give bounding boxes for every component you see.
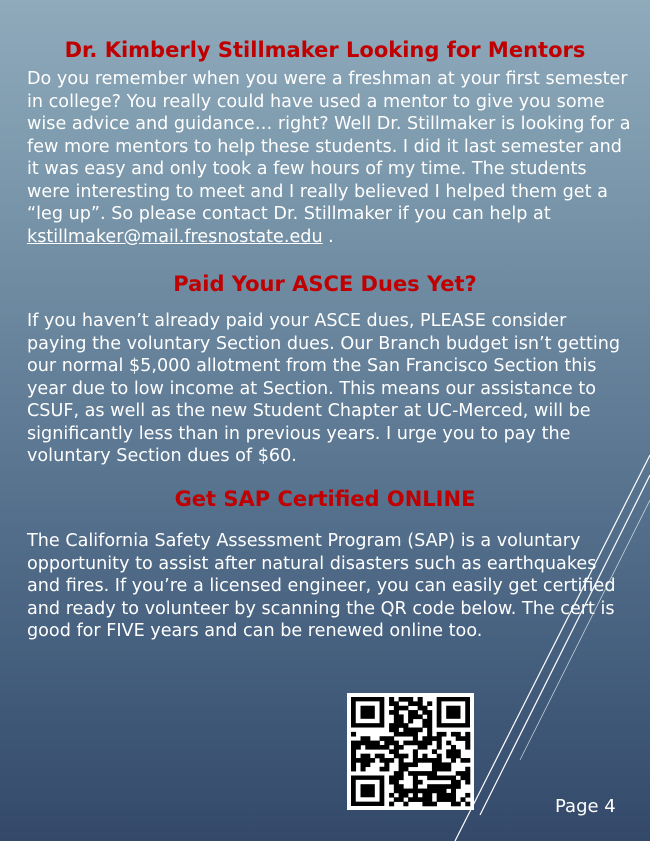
qr-module bbox=[413, 762, 418, 767]
qr-module bbox=[356, 745, 361, 750]
qr-module bbox=[460, 775, 465, 780]
qr-module bbox=[394, 745, 399, 750]
qr-module bbox=[422, 754, 427, 759]
qr-module bbox=[361, 767, 366, 772]
qr-module bbox=[427, 728, 432, 733]
qr-module bbox=[403, 767, 408, 772]
qr-module bbox=[451, 780, 456, 785]
qr-module bbox=[413, 754, 418, 759]
qr-module bbox=[413, 736, 418, 741]
qr-module bbox=[465, 736, 470, 741]
qr-module bbox=[394, 741, 399, 746]
qr-module bbox=[394, 719, 399, 724]
qr-module bbox=[422, 736, 427, 741]
qr-module bbox=[422, 802, 427, 807]
qr-module bbox=[389, 736, 394, 741]
qr-module bbox=[441, 767, 446, 772]
qr-module bbox=[380, 767, 385, 772]
sap-paragraph: The California Safety Assessment Program (SAP) is a voluntary opportunity to assist after natural disasters such as earthquakes and fires. If you’re a licensed engineer, you can easily get certified and ready to volunteer by scanning the QR code below. The cert is good for FIVE years and can be renewed online too. bbox=[27, 531, 616, 641]
qr-module bbox=[394, 789, 399, 794]
qr-module bbox=[465, 745, 470, 750]
qr-module bbox=[418, 758, 423, 763]
qr-module bbox=[432, 749, 437, 754]
qr-module bbox=[418, 745, 423, 750]
qr-module bbox=[375, 745, 380, 750]
page-number: Page 4 bbox=[555, 796, 616, 817]
qr-module bbox=[394, 723, 399, 728]
decorative-line-2 bbox=[480, 475, 650, 815]
qr-module bbox=[361, 754, 366, 759]
qr-module bbox=[370, 745, 375, 750]
qr-module bbox=[389, 793, 394, 798]
qr-module bbox=[380, 745, 385, 750]
qr-module bbox=[427, 719, 432, 724]
qr-module bbox=[403, 789, 408, 794]
qr-module bbox=[427, 732, 432, 737]
qr-module bbox=[389, 749, 394, 754]
qr-module bbox=[384, 767, 389, 772]
qr-module bbox=[399, 758, 404, 763]
qr-module bbox=[394, 775, 399, 780]
qr-module bbox=[437, 758, 442, 763]
qr-module bbox=[413, 714, 418, 719]
qr-module bbox=[422, 771, 427, 776]
qr-module bbox=[351, 732, 356, 737]
qr-module bbox=[375, 754, 380, 759]
qr-module bbox=[427, 793, 432, 798]
qr-module bbox=[394, 780, 399, 785]
qr-module bbox=[384, 762, 389, 767]
qr-module bbox=[451, 793, 456, 798]
qr-module bbox=[460, 797, 465, 802]
qr-module bbox=[422, 710, 427, 715]
qr-module bbox=[394, 732, 399, 737]
qr-module bbox=[365, 758, 370, 763]
qr-module bbox=[389, 758, 394, 763]
qr-module bbox=[432, 775, 437, 780]
qr-module bbox=[413, 710, 418, 715]
qr-module bbox=[356, 741, 361, 746]
qr-module bbox=[418, 714, 423, 719]
mentors-trailing: . bbox=[322, 226, 334, 247]
qr-module bbox=[413, 771, 418, 776]
qr-module bbox=[351, 762, 356, 767]
qr-module bbox=[389, 723, 394, 728]
qr-module bbox=[437, 767, 442, 772]
qr-module bbox=[465, 758, 470, 763]
qr-module bbox=[427, 741, 432, 746]
qr-module bbox=[422, 741, 427, 746]
qr-module bbox=[408, 762, 413, 767]
qr-module bbox=[446, 775, 451, 780]
qr-module bbox=[427, 714, 432, 719]
qr-module bbox=[441, 797, 446, 802]
qr-module bbox=[356, 758, 361, 763]
qr-module bbox=[403, 802, 408, 807]
qr-module bbox=[422, 789, 427, 794]
qr-module bbox=[460, 771, 465, 776]
qr-module bbox=[446, 797, 451, 802]
qr-module bbox=[437, 793, 442, 798]
qr-module bbox=[361, 736, 366, 741]
qr-module bbox=[432, 767, 437, 772]
qr-module bbox=[370, 741, 375, 746]
qr-module bbox=[403, 728, 408, 733]
qr-module bbox=[389, 710, 394, 715]
qr-module bbox=[399, 714, 404, 719]
qr-module bbox=[375, 741, 380, 746]
qr-module bbox=[365, 745, 370, 750]
qr-module bbox=[413, 784, 418, 789]
qr-module bbox=[432, 771, 437, 776]
qr-module bbox=[403, 793, 408, 798]
qr-module bbox=[451, 754, 456, 759]
qr-module bbox=[437, 789, 442, 794]
qr-module bbox=[399, 789, 404, 794]
qr-module bbox=[394, 754, 399, 759]
qr-module bbox=[408, 697, 413, 702]
qr-module bbox=[394, 749, 399, 754]
qr-module bbox=[389, 802, 394, 807]
qr-module bbox=[422, 793, 427, 798]
qr-module bbox=[399, 719, 404, 724]
qr-module bbox=[399, 784, 404, 789]
qr-module bbox=[389, 728, 394, 733]
qr-module bbox=[399, 706, 404, 711]
qr-module bbox=[418, 797, 423, 802]
qr-module bbox=[351, 754, 356, 759]
mentors-body: Do you remember when you were a freshman at your first semester in college? You really could have used a mentor to give you some wise advice and guidance… right? Well Dr. Stillmaker is looking for a few more mentors to help these students. I did it last semester and it was easy and only took a few hours of my time. The students were interesting to meet and I really believed I helped them get a “leg up”. So please contact Dr. Stillmaker if you can help at bbox=[27, 69, 631, 224]
qr-module bbox=[437, 784, 442, 789]
qr-module bbox=[389, 701, 394, 706]
qr-finder-core bbox=[361, 784, 375, 797]
qr-module bbox=[437, 732, 442, 737]
qr-module bbox=[437, 741, 442, 746]
qr-module bbox=[408, 701, 413, 706]
qr-module bbox=[384, 745, 389, 750]
qr-module bbox=[399, 771, 404, 776]
qr-module bbox=[389, 780, 394, 785]
qr-module bbox=[399, 754, 404, 759]
qr-module bbox=[413, 775, 418, 780]
qr-module bbox=[437, 775, 442, 780]
mentors-heading: Dr. Kimberly Stillmaker Looking for Mentors bbox=[64, 38, 586, 62]
qr-finder-core bbox=[446, 706, 460, 719]
qr-module bbox=[427, 758, 432, 763]
qr-module bbox=[446, 767, 451, 772]
qr-module bbox=[399, 745, 404, 750]
qr-module bbox=[422, 719, 427, 724]
qr-module bbox=[418, 741, 423, 746]
qr-module bbox=[413, 749, 418, 754]
qr-module bbox=[384, 736, 389, 741]
qr-module bbox=[418, 780, 423, 785]
qr-module bbox=[427, 797, 432, 802]
qr-module bbox=[403, 723, 408, 728]
qr-module bbox=[456, 802, 461, 807]
qr-module bbox=[460, 758, 465, 763]
qr-module bbox=[446, 749, 451, 754]
qr-module bbox=[432, 762, 437, 767]
qr-module bbox=[413, 732, 418, 737]
qr-module bbox=[399, 762, 404, 767]
qr-module bbox=[451, 775, 456, 780]
qr-module bbox=[451, 797, 456, 802]
qr-module bbox=[465, 775, 470, 780]
qr-module bbox=[389, 697, 394, 702]
qr-module bbox=[394, 706, 399, 711]
qr-module bbox=[446, 754, 451, 759]
qr-module bbox=[446, 762, 451, 767]
qr-module bbox=[451, 802, 456, 807]
qr-module bbox=[403, 741, 408, 746]
qr-module bbox=[413, 741, 418, 746]
qr-module bbox=[394, 771, 399, 776]
qr-module bbox=[427, 802, 432, 807]
qr-module bbox=[365, 736, 370, 741]
qr-finder-core bbox=[361, 706, 375, 719]
qr-module bbox=[351, 758, 356, 763]
qr-module bbox=[451, 758, 456, 763]
qr-module bbox=[437, 762, 442, 767]
qr-module bbox=[418, 771, 423, 776]
qr-module bbox=[465, 767, 470, 772]
qr-module bbox=[408, 728, 413, 733]
qr-module bbox=[451, 745, 456, 750]
qr-module bbox=[460, 736, 465, 741]
qr-module bbox=[408, 719, 413, 724]
qr-module bbox=[441, 775, 446, 780]
qr-module bbox=[370, 758, 375, 763]
qr-module bbox=[394, 714, 399, 719]
qr-module bbox=[418, 701, 423, 706]
qr-module bbox=[351, 745, 356, 750]
qr-module bbox=[413, 797, 418, 802]
qr-module bbox=[399, 767, 404, 772]
sap-heading: Get SAP Certified ONLINE bbox=[174, 487, 476, 511]
qr-module bbox=[361, 758, 366, 763]
qr-module bbox=[403, 697, 408, 702]
qr-module bbox=[432, 736, 437, 741]
qr-module bbox=[432, 802, 437, 807]
qr-module bbox=[446, 784, 451, 789]
qr-module bbox=[399, 697, 404, 702]
qr-module bbox=[441, 784, 446, 789]
qr-module bbox=[351, 741, 356, 746]
qr-module bbox=[432, 789, 437, 794]
qr-module bbox=[399, 793, 404, 798]
qr-module bbox=[365, 762, 370, 767]
qr-module bbox=[456, 736, 461, 741]
qr-module bbox=[361, 762, 366, 767]
qr-module bbox=[380, 736, 385, 741]
qr-module bbox=[422, 706, 427, 711]
qr-module bbox=[408, 714, 413, 719]
qr-module bbox=[456, 784, 461, 789]
qr-code-icon[interactable] bbox=[347, 693, 474, 810]
qr-module bbox=[418, 706, 423, 711]
qr-module bbox=[394, 701, 399, 706]
qr-module bbox=[380, 754, 385, 759]
qr-module bbox=[422, 758, 427, 763]
qr-module bbox=[413, 728, 418, 733]
qr-module bbox=[403, 754, 408, 759]
qr-module bbox=[427, 784, 432, 789]
qr-module bbox=[465, 793, 470, 798]
qr-module bbox=[437, 745, 442, 750]
qr-module bbox=[399, 723, 404, 728]
qr-module bbox=[422, 745, 427, 750]
qr-module bbox=[418, 728, 423, 733]
qr-module bbox=[441, 789, 446, 794]
qr-module bbox=[408, 732, 413, 737]
qr-code-graphic bbox=[347, 693, 474, 810]
qr-module bbox=[399, 732, 404, 737]
qr-module bbox=[465, 802, 470, 807]
email-link[interactable]: kstillmaker@mail.fresnostate.edu bbox=[27, 226, 323, 247]
qr-module bbox=[422, 723, 427, 728]
qr-module bbox=[394, 797, 399, 802]
qr-module bbox=[432, 758, 437, 763]
qr-module bbox=[413, 701, 418, 706]
asce-dues-paragraph: If you haven’t already paid your ASCE dues, PLEASE consider paying the voluntary Section dues. Our Branch budget isn’t getting our normal $5,000 allotment from the San Francisco Section this year due to low income at Section. This means our assistance to CSUF, as well as the new Student Chapter at UC-Merced, will be significantly less than in previous years. I urge you to pay the voluntary Section dues of $60. bbox=[27, 311, 621, 466]
qr-module bbox=[413, 780, 418, 785]
qr-module bbox=[389, 775, 394, 780]
qr-module bbox=[465, 741, 470, 746]
qr-module bbox=[389, 741, 394, 746]
qr-module bbox=[427, 723, 432, 728]
qr-module bbox=[413, 758, 418, 763]
qr-module bbox=[413, 793, 418, 798]
qr-module bbox=[408, 741, 413, 746]
qr-module bbox=[465, 732, 470, 737]
qr-module bbox=[451, 784, 456, 789]
qr-module bbox=[465, 780, 470, 785]
qr-module bbox=[465, 771, 470, 776]
qr-module bbox=[427, 710, 432, 715]
qr-module bbox=[418, 789, 423, 794]
qr-module bbox=[408, 710, 413, 715]
qr-module bbox=[399, 797, 404, 802]
qr-module bbox=[437, 754, 442, 759]
qr-module bbox=[427, 789, 432, 794]
qr-module bbox=[394, 728, 399, 733]
qr-module bbox=[456, 749, 461, 754]
qr-module bbox=[441, 793, 446, 798]
qr-module bbox=[451, 749, 456, 754]
qr-module bbox=[365, 741, 370, 746]
qr-module bbox=[403, 732, 408, 737]
qr-module bbox=[437, 736, 442, 741]
qr-module bbox=[365, 754, 370, 759]
qr-module bbox=[418, 697, 423, 702]
qr-module bbox=[384, 758, 389, 763]
qr-module bbox=[422, 797, 427, 802]
qr-module bbox=[403, 762, 408, 767]
qr-module bbox=[432, 784, 437, 789]
qr-module bbox=[446, 741, 451, 746]
qr-module bbox=[408, 771, 413, 776]
qr-module bbox=[427, 701, 432, 706]
qr-module bbox=[408, 797, 413, 802]
qr-module bbox=[403, 706, 408, 711]
qr-module bbox=[451, 789, 456, 794]
qr-module bbox=[399, 775, 404, 780]
qr-module bbox=[351, 749, 356, 754]
qr-module bbox=[351, 767, 356, 772]
qr-module bbox=[361, 741, 366, 746]
qr-module bbox=[427, 736, 432, 741]
qr-module bbox=[427, 775, 432, 780]
qr-module bbox=[456, 780, 461, 785]
qr-module bbox=[441, 732, 446, 737]
qr-module bbox=[394, 710, 399, 715]
qr-module bbox=[394, 784, 399, 789]
mentors-paragraph bbox=[27, 68, 631, 248]
qr-module bbox=[456, 771, 461, 776]
qr-module bbox=[446, 793, 451, 798]
qr-module bbox=[380, 758, 385, 763]
qr-module bbox=[427, 771, 432, 776]
qr-module bbox=[441, 762, 446, 767]
qr-module bbox=[456, 754, 461, 759]
qr-module bbox=[413, 789, 418, 794]
asce-dues-heading: Paid Your ASCE Dues Yet? bbox=[173, 272, 477, 296]
qr-module bbox=[437, 797, 442, 802]
qr-module bbox=[408, 789, 413, 794]
qr-module bbox=[451, 732, 456, 737]
qr-module bbox=[456, 732, 461, 737]
qr-module bbox=[384, 741, 389, 746]
